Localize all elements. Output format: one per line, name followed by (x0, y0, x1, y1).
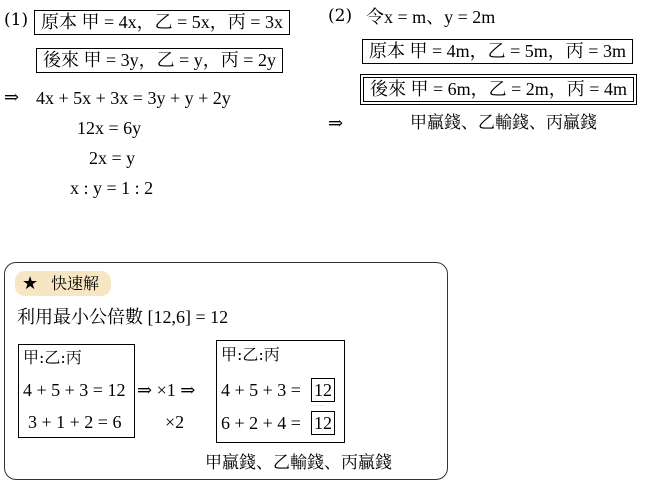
star-icon: ★ (22, 273, 39, 294)
part1-later-box: 後來 甲 = 3y，乙 = y，丙 = 2y (36, 48, 283, 73)
part1-step-2: 12x = 6y (77, 118, 142, 138)
left-table-header: 甲:乙:丙 (23, 348, 82, 367)
part1-step-4: x : y = 1 : 2 (70, 178, 154, 198)
right-table-row-2-value: 12 (311, 411, 335, 435)
part1-number: (1) (4, 10, 29, 30)
part2-number: (2) (328, 6, 353, 26)
right-table-row-2-expr: 6 + 2 + 4 = (221, 413, 301, 433)
right-table-row-1-value: 12 (311, 378, 335, 402)
part1-step-1: 4x + 5x + 3x = 3y + y + 2y (36, 88, 231, 108)
part1-original-box: 原本 甲 = 4x，乙 = 5x，丙 = 3x (34, 10, 290, 35)
lcm-line: 利用最小公倍數 [12,6] = 12 (17, 307, 229, 327)
quick-solution-badge (15, 271, 111, 296)
faint-mark: ····· (313, 402, 325, 410)
right-ratio-table (216, 340, 345, 443)
part2-original-box: 原本 甲 = 4m，乙 = 5m，丙 = 3m (362, 39, 633, 64)
part2-result: 甲贏錢、乙輸錢、丙贏錢 (410, 113, 597, 133)
part1-arrow: ⇒ (4, 87, 20, 108)
right-table-row-1-expr: 4 + 5 + 3 = (221, 380, 301, 400)
left-table-row-2: 3 + 1 + 2 = 6 (28, 412, 122, 432)
quick-solution-panel (4, 262, 448, 480)
multiply-by-two: ×2 (165, 412, 185, 432)
left-table-row-1: 4 + 5 + 3 = 12 (23, 380, 126, 400)
multiply-by-one: ⇒ ×1 ⇒ (137, 380, 196, 400)
right-table-header: 甲:乙:丙 (221, 345, 280, 364)
part2-arrow: ⇒ (328, 113, 344, 134)
left-ratio-table (18, 344, 135, 438)
part1-step-3: 2x = y (89, 148, 136, 168)
part2-later-box: 後來 甲 = 6m，乙 = 2m，丙 = 4m (363, 77, 634, 102)
part2-let-line: 令x = m、y = 2m (366, 7, 496, 27)
quick-conclusion: 甲贏錢、乙輸錢、丙贏錢 (205, 453, 392, 473)
quick-solution-title: 快速解 (51, 274, 100, 293)
